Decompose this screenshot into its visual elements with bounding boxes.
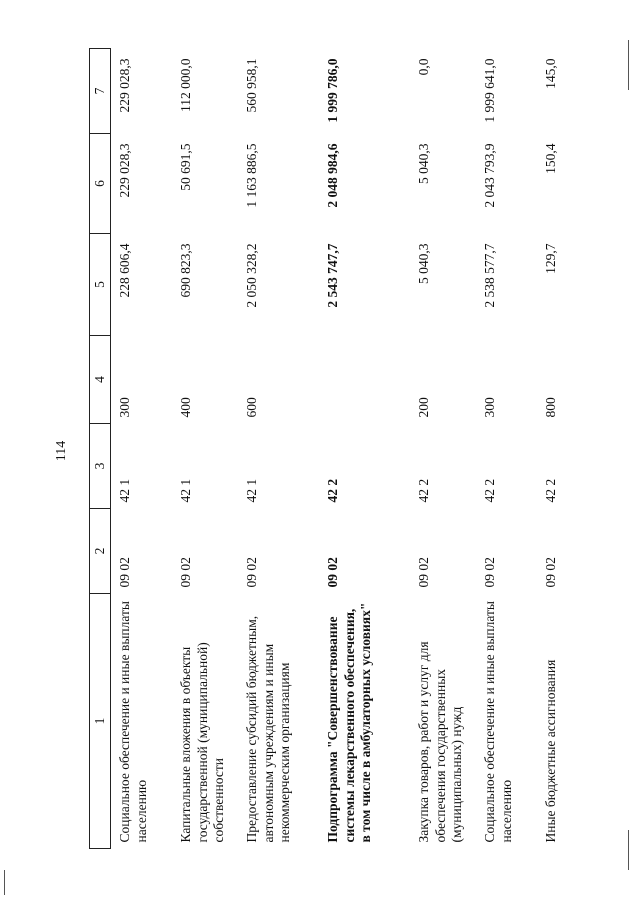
- table-row: [410, 49, 476, 849]
- row-expense-type: 300: [117, 397, 132, 418]
- row-program-code: 42 2: [416, 478, 431, 503]
- row-name: Капитальные вложения в объекты государственной (муниципальной) собственности: [178, 642, 226, 843]
- row-program-code: 42 2: [482, 478, 497, 503]
- row-value-7: 1 999 641,0: [482, 58, 497, 123]
- row-section-code: 09 02: [244, 557, 259, 588]
- row-name: Закупка товаров, работ и услуг для обеспечения государственных (муниципальных) нужд: [416, 641, 464, 843]
- row-expense-type: 800: [543, 397, 558, 418]
- header-col-7: 7: [90, 49, 111, 134]
- table-row: [476, 49, 537, 849]
- table-row: [238, 49, 319, 849]
- row-value-7: 0,0: [416, 58, 431, 76]
- row-value-7: 112 000,0: [178, 58, 193, 112]
- header-col-3: 3: [90, 424, 111, 509]
- row-value-6: 2 043 793,9: [482, 143, 497, 208]
- row-value-6: 2 048 984,6: [325, 143, 340, 208]
- row-program-code: 42 1: [178, 478, 193, 503]
- row-expense-type: 400: [178, 397, 193, 418]
- row-section-code: 09 02: [117, 557, 132, 588]
- row-section-code: 09 02: [482, 557, 497, 588]
- row-name: Подпрограмма "Совершенствование системы лекарственного обеспечения, в том числе в амбулаторных условиях": [325, 602, 373, 843]
- row-program-code: 42 1: [117, 478, 132, 503]
- table-row: [537, 49, 583, 849]
- row-value-6: 229 028,3: [117, 143, 132, 198]
- row-expense-type: 300: [482, 397, 497, 418]
- row-name: Социальное обеспечение и иные выплаты населению: [117, 601, 149, 843]
- table-row: [172, 49, 238, 849]
- row-value-5: 2 050 328,2: [244, 243, 259, 308]
- row-value-5: 129,7: [543, 243, 558, 274]
- row-value-6: 150,4: [543, 143, 558, 174]
- row-value-6: 5 040,3: [416, 143, 431, 184]
- row-program-code: 42 2: [543, 478, 558, 503]
- row-name: Предоставление субсидий бюджетным, автономным учреждениям и иным некоммерческим организациям: [244, 615, 292, 843]
- row-section-code: 09 02: [543, 557, 558, 588]
- header-col-4: 4: [90, 336, 111, 424]
- budget-table-rotated: [89, 49, 640, 849]
- row-name: Иные бюджетные ассигнования: [543, 659, 558, 843]
- row-value-5: 228 606,4: [117, 243, 132, 298]
- row-expense-type: [319, 336, 410, 424]
- row-value-7: 229 028,3: [117, 58, 132, 113]
- row-expense-type: 200: [416, 397, 431, 418]
- row-value-5: 2 543 747,7: [325, 243, 340, 308]
- row-value-5: 2 538 577,7: [482, 243, 497, 308]
- row-value-5: 690 823,3: [178, 243, 193, 298]
- table-row: [111, 49, 173, 849]
- budget-table: [89, 48, 583, 849]
- row-value-6: 1 163 886,5: [244, 143, 259, 208]
- row-program-code: 42 2: [325, 478, 340, 503]
- table-header-row: [90, 49, 111, 849]
- header-col-6: 6: [90, 134, 111, 234]
- table-row-subprogram: [319, 49, 410, 849]
- row-value-5: 5 040,3: [416, 243, 431, 284]
- row-value-7: 145,0: [543, 58, 558, 89]
- header-col-2: 2: [90, 509, 111, 594]
- row-value-7: 1 999 786,0: [325, 58, 340, 123]
- row-section-code: 09 02: [325, 557, 340, 588]
- header-col-5: 5: [90, 234, 111, 336]
- header-col-1: 1: [90, 594, 111, 849]
- row-value-7: 560 958,1: [244, 58, 259, 113]
- row-section-code: 09 02: [178, 557, 193, 588]
- row-name: Социальное обеспечение и иные выплаты населению: [482, 601, 514, 843]
- row-expense-type: 600: [244, 397, 259, 418]
- row-value-6: 50 691,5: [178, 143, 193, 191]
- page-number: 114: [54, 440, 69, 462]
- row-program-code: 42 1: [244, 478, 259, 503]
- scan-edge-mark-left: [4, 870, 5, 895]
- row-section-code: 09 02: [416, 557, 431, 588]
